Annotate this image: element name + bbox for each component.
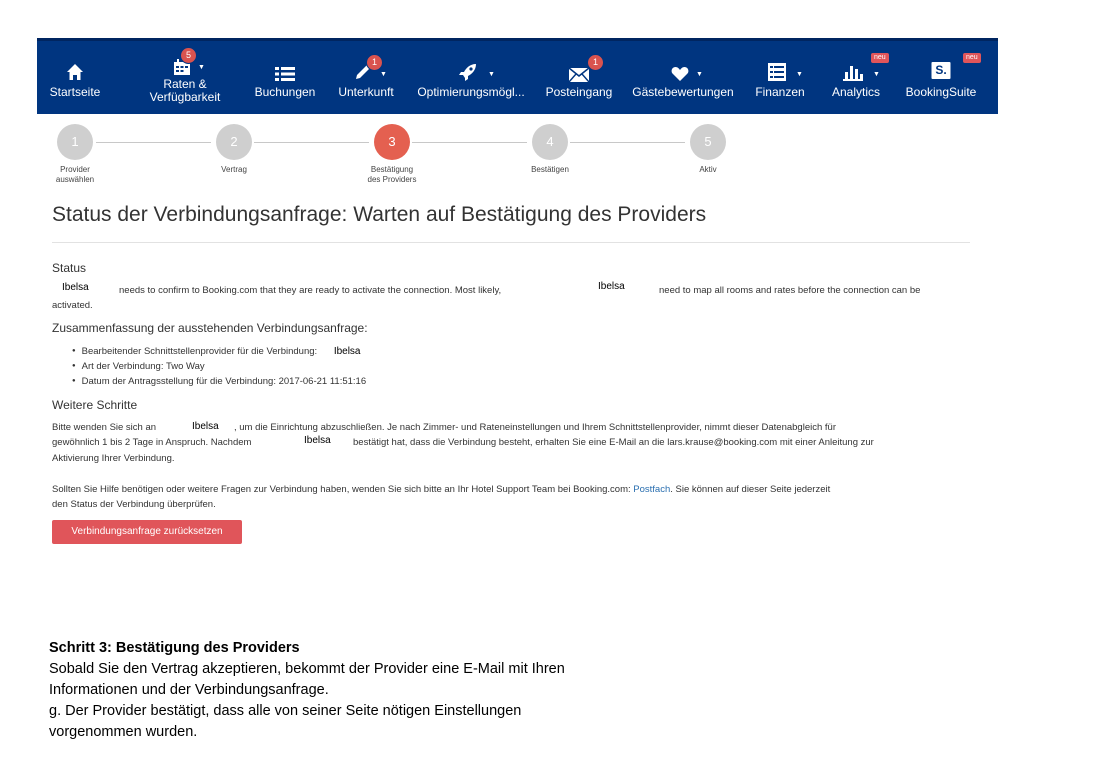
nav-finanzen[interactable] — [751, 41, 809, 114]
nav-bookingsuite[interactable] — [903, 41, 979, 114]
provider-name: Ibelsa — [188, 421, 223, 432]
nav-label: Optimierungsmögl... — [417, 85, 525, 99]
list-icon — [275, 64, 295, 84]
step-5-label: Aktiv — [699, 165, 717, 174]
step-3-label: Bestätigung des Providers — [367, 165, 417, 184]
nav-gaestebewertungen[interactable] — [631, 41, 735, 114]
notification-badge: 1 — [366, 54, 383, 71]
envelope-icon — [569, 65, 589, 85]
nav-label: Startseite — [49, 85, 101, 99]
provider-name: Ibelsa — [333, 346, 361, 358]
chevron-down-icon: ▼ — [380, 71, 387, 78]
summary-heading: Zusammenfassung der ausstehenden Verbindungsanfrage: — [52, 321, 368, 335]
provider-name: Ibelsa — [594, 281, 629, 292]
chevron-down-icon: ▼ — [488, 71, 495, 78]
list-item: ● Art der Verbindung: Two Way — [72, 359, 366, 374]
next-steps-text: bestätigt hat, dass die Verbindung besteht, erhalten Sie eine E-Mail an die lars.krause@booking.com mit einer Anleitung zur — [353, 437, 874, 448]
next-steps-text: Bitte wenden Sie sich an — [52, 422, 157, 433]
step-5-circle: 5 — [690, 124, 726, 160]
next-steps-text: Aktivierung Ihrer Verbindung. — [52, 453, 175, 464]
chevron-down-icon: ▼ — [873, 71, 880, 78]
doc-line: Informationen und der Verbindungsanfrage. — [49, 682, 329, 698]
nav-buchungen[interactable] — [251, 41, 319, 114]
top-navigation — [37, 38, 998, 114]
nav-label: Raten & — [163, 77, 207, 91]
step-connector — [254, 142, 369, 143]
notification-badge: 1 — [587, 54, 604, 71]
doc-caption — [49, 638, 565, 743]
doc-line: vorgenommen wurden. — [49, 724, 198, 740]
list-item: ● Datum der Antragsstellung für die Verbindung: 2017-06-21 11:51:16 — [72, 374, 366, 389]
doc-line: g. Der Provider bestätigt, dass alle von seiner Seite nötigen Einstellungen — [49, 703, 522, 719]
step-connector — [96, 142, 211, 143]
home-icon — [66, 62, 84, 82]
new-badge: neu — [871, 53, 889, 63]
divider — [52, 242, 970, 243]
status-text: needs to confirm to Booking.com that they are ready to activate the connection. Most likely, — [119, 285, 502, 296]
step-2-label: Vertrag — [221, 165, 247, 174]
list-item: ● Bearbeitender Schnittstellenprovider für die Verbindung: Ibelsa — [72, 344, 366, 359]
nav-optimierungsmoeglichkeiten[interactable] — [411, 41, 531, 114]
page-title: Status der Verbindungsanfrage: Warten auf Bestätigung des Providers — [52, 203, 707, 226]
rocket-icon — [458, 62, 478, 82]
nav-posteingang[interactable] — [543, 41, 615, 114]
help-text: den Status der Verbindung überprüfen. — [52, 499, 216, 510]
provider-name: Ibelsa — [300, 435, 335, 446]
nav-label: Unterkunft — [338, 85, 394, 99]
step-1-label: Provider auswählen — [55, 165, 95, 184]
nav-label: Buchungen — [254, 85, 316, 99]
chevron-down-icon: ▼ — [198, 64, 205, 71]
chevron-down-icon: ▼ — [696, 71, 703, 78]
nav-label: Posteingang — [545, 85, 613, 99]
step-connector — [412, 142, 527, 143]
step-3-circle-active: 3 — [374, 124, 410, 160]
next-steps-heading: Weitere Schritte — [52, 398, 138, 412]
step-4-label: Bestätigen — [531, 165, 569, 174]
reset-request-button[interactable]: Verbindungsanfrage zurücksetzen — [52, 520, 242, 544]
nav-label-line2: Verfügbarkeit — [149, 90, 221, 104]
nav-raten-verfuegbarkeit[interactable] — [143, 41, 227, 114]
bar-chart-icon — [843, 62, 863, 82]
status-text: need to map all rooms and rates before the connection can be — [659, 285, 921, 296]
heart-icon — [671, 64, 689, 84]
nav-label: Finanzen — [755, 85, 805, 99]
step-2-circle: 2 — [216, 124, 252, 160]
step-1-circle: 1 — [57, 124, 93, 160]
new-badge: neu — [963, 53, 981, 63]
notification-badge: 5 — [180, 47, 197, 64]
nav-unterkunft[interactable] — [333, 41, 399, 114]
step-connector — [570, 142, 685, 143]
nav-startseite[interactable] — [43, 41, 107, 114]
postfach-link[interactable]: Postfach — [633, 484, 671, 495]
summary-list — [72, 344, 366, 389]
step-4-circle: 4 — [532, 124, 568, 160]
nav-analytics[interactable] — [825, 41, 887, 114]
next-steps-text: , um die Einrichtung abzuschließen. Je nach Zimmer- und Rateneinstellungen und Ihrem Schnittstellenprovider, nimmt dieser Datenabgleich für — [234, 422, 836, 433]
doc-heading: Schritt 3: Bestätigung des Providers — [49, 640, 300, 656]
nav-label: Analytics — [831, 85, 881, 99]
chevron-down-icon: ▼ — [796, 71, 803, 78]
help-text: Sollten Sie Hilfe benötigen oder weitere Fragen zur Verbindung haben, wenden Sie sich bitte an Ihr Hotel Support Team bei Booking.com: Postfach. Sie können auf dieser Seite jederzeit — [52, 484, 831, 495]
provider-name: Ibelsa — [58, 282, 93, 293]
next-steps-text: gewöhnlich 1 bis 2 Tage in Anspruch. Nachdem — [52, 437, 252, 448]
nav-label: BookingSuite — [905, 85, 977, 99]
nav-label: Gästebewertungen — [632, 85, 734, 99]
status-heading: Status — [52, 261, 87, 275]
status-text: activated. — [52, 300, 93, 311]
bookingsuite-icon: S. — [932, 62, 951, 79]
doc-line: Sobald Sie den Vertrag akzeptieren, bekommt der Provider eine E-Mail mit Ihren — [49, 661, 565, 677]
ledger-icon — [768, 62, 786, 82]
